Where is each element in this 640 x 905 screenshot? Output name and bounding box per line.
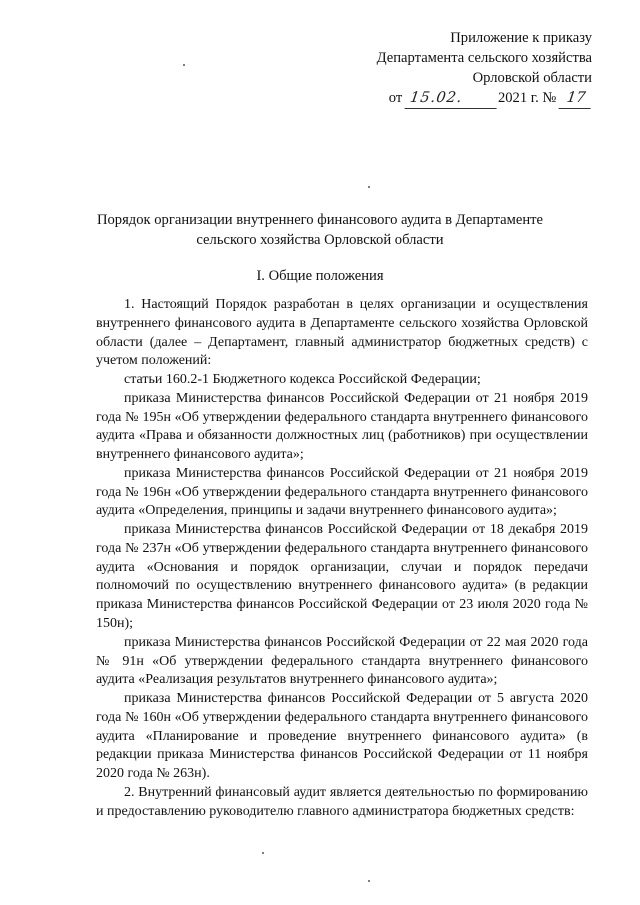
document-title <box>0 210 640 250</box>
paragraph-7: приказа Министерства финансов Российской Федерации от 5 августа 2020 года № 160н «Об утверждении федерального стандарта внутреннего финансового аудита «Планирование и проведение внутреннего финансового аудита» (в редакции приказа Министерства финансов Российской Федерации от 11 ноября 2020 года № 263н). <box>96 691 588 782</box>
paragraph-6: приказа Министерства финансов Российской Федерации от 22 мая 2020 года № 91н «Об утверждении федерального стандарта внутреннего финансового аудита «Реализация результатов внутреннего финансового аудита»; <box>96 634 588 688</box>
appendix-line-1: Приложение к приказу <box>450 30 592 46</box>
appendix-date-line <box>377 88 592 109</box>
handwritten-date: 15.02. <box>404 88 499 109</box>
paragraph-1: 1. Настоящий Порядок разработан в целях организации и осуществления внутреннего финансового аудита в Департаменте сельского хозяйства Орловской области (далее – Департамент, главный администратор бюджетных средств) с учетом положений: <box>96 297 588 369</box>
scan-speck <box>183 64 185 66</box>
title-line-1: Порядок организации внутреннего финансового аудита в Департаменте <box>96 212 544 228</box>
paragraph-8: 2. Внутренний финансовый аудит является деятельностью по формированию и предоставлению руководителю главного администратора бюджетных средств: <box>96 784 588 819</box>
paragraph-2: статьи 160.2-1 Бюджетного кодекса Российской Федерации; <box>124 372 481 388</box>
scan-speck <box>262 852 264 854</box>
scan-speck <box>368 880 370 882</box>
section-heading: I. Общие положения <box>256 268 384 284</box>
paragraph-3: приказа Министерства финансов Российской Федерации от 21 ноября 2019 года № 195н «Об утверждении федерального стандарта внутреннего финансового аудита «Права и обязанности должностных лиц (работников) при осуществлении внутреннего финансового аудита»; <box>96 390 588 463</box>
paragraph-4: приказа Министерства финансов Российской Федерации от 21 ноября 2019 года № 196н «Об утверждении федерального стандарта внутреннего финансового аудита «Определения, принципы и задачи внутреннего финансового аудита»; <box>96 465 588 519</box>
title-line-2: сельского хозяйства Орловской области <box>196 232 444 248</box>
appendix-line-2: Департамента сельского хозяйства <box>376 50 592 66</box>
year-number-label: 2021 г. № <box>497 90 557 106</box>
scan-speck <box>368 186 370 188</box>
paragraph-5: приказа Министерства финансов Российской Федерации от 18 декабря 2019 года № 237н «Об утверждении федерального стандарта внутреннего финансового аудита «Основания и порядок организации, случаи и порядок передачи полномочий по осуществлению внутреннего финансового аудита» (в редакции приказа Министерства финансов Российской Федерации от 23 июля 2020 года № 150н); <box>96 522 588 632</box>
appendix-header <box>377 28 592 109</box>
handwritten-number: 17 <box>559 88 594 109</box>
appendix-line-3: Орловской области <box>472 70 592 86</box>
from-label: от <box>388 90 403 106</box>
document-body <box>96 296 588 821</box>
